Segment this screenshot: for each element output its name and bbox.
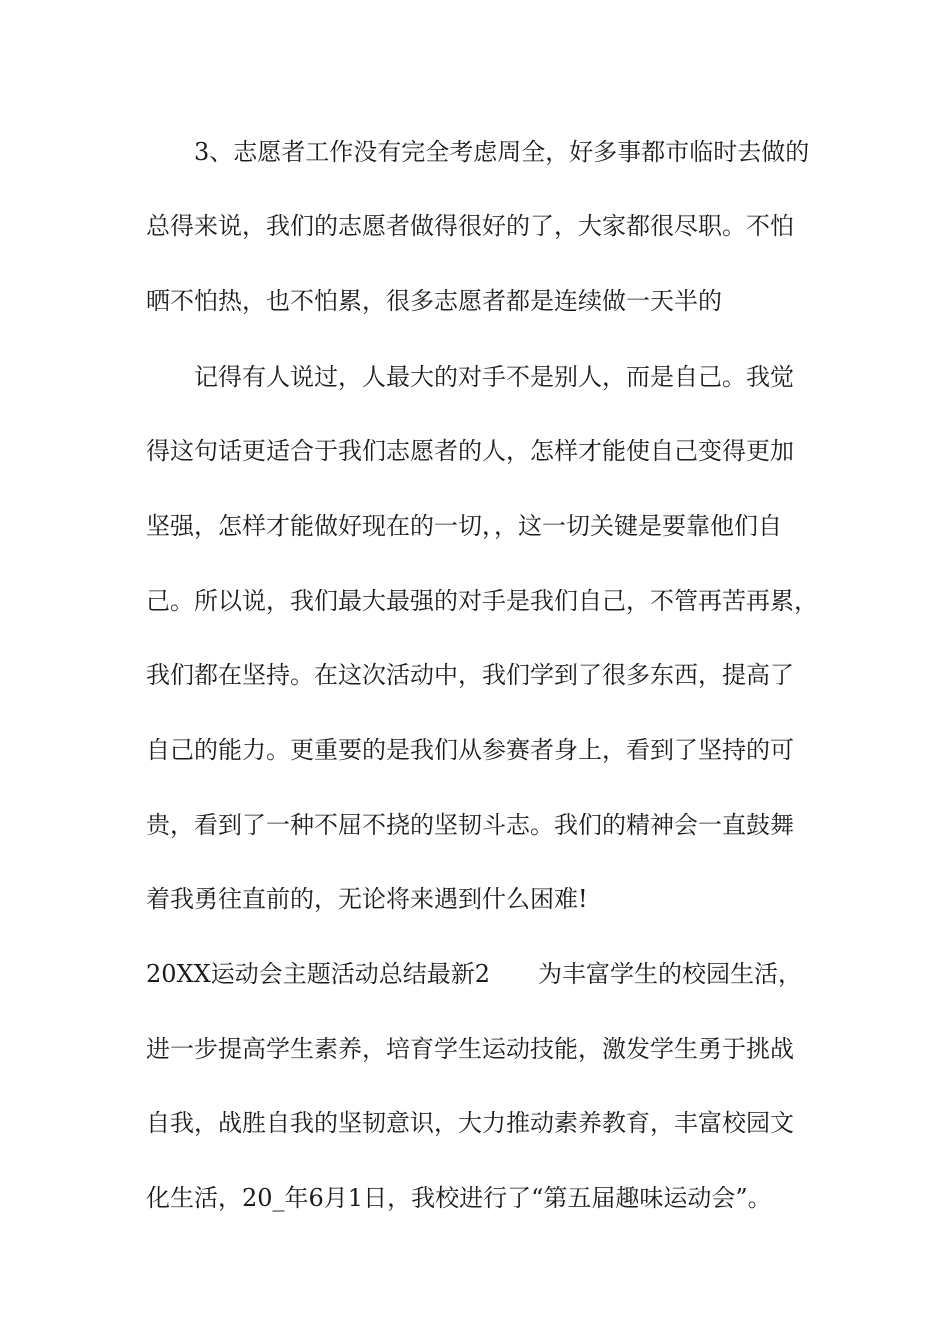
- section-2-line-2: 进一步提高学生素养，培育学生运动技能，激发学生勇于挑战: [146, 1035, 794, 1063]
- paragraph-2-line-3: 坚强，怎样才能做好现在的一切，，这一切关键是要靠他们自: [146, 512, 782, 540]
- paragraph-2-line-6: 自己的能力。更重要的是我们从参赛者身上，看到了坚持的可: [146, 736, 794, 764]
- section-2-line-3: 自我，战胜自我的坚韧意识，大力推动素养教育，丰富校园文: [146, 1109, 794, 1137]
- paragraph-1-line-1: 3、志愿者工作没有完全考虑周全，好多事都市临时去做的: [194, 138, 810, 166]
- paragraph-2-line-1: 记得有人说过，人最大的对手不是别人，而是自己。我觉: [194, 363, 794, 391]
- section-2-first-line: 为丰富学生的校园生活，: [538, 960, 802, 988]
- paragraph-2-line-7: 贵，看到了一种不屈不挠的坚韧斗志。我们的精神会一直鼓舞: [146, 811, 794, 839]
- section-2-title: 20XX运动会主题活动总结最新2: [146, 960, 490, 988]
- paragraph-2-line-4: 己。所以说，我们最大最强的对手是我们自己，不管再苦再累，: [146, 587, 818, 615]
- section-2-line-4: 化生活，20_年6月1日，我校进行了“第五届趣味运动会”。: [146, 1184, 772, 1212]
- paragraph-2-line-8: 着我勇往直前的，无论将来遇到什么困难!: [146, 885, 588, 913]
- paragraph-2-line-2: 得这句话更适合于我们志愿者的人，怎样才能使自己变得更加: [146, 437, 794, 465]
- paragraph-2-line-5: 我们都在坚持。在这次活动中，我们学到了很多东西，提高了: [146, 661, 794, 689]
- paragraph-1-line-3: 晒不怕热，也不怕累，很多志愿者都是连续做一天半的: [146, 287, 722, 315]
- paragraph-1-line-2: 总得来说，我们的志愿者做得很好的了，大家都很尽职。不怕: [146, 212, 794, 240]
